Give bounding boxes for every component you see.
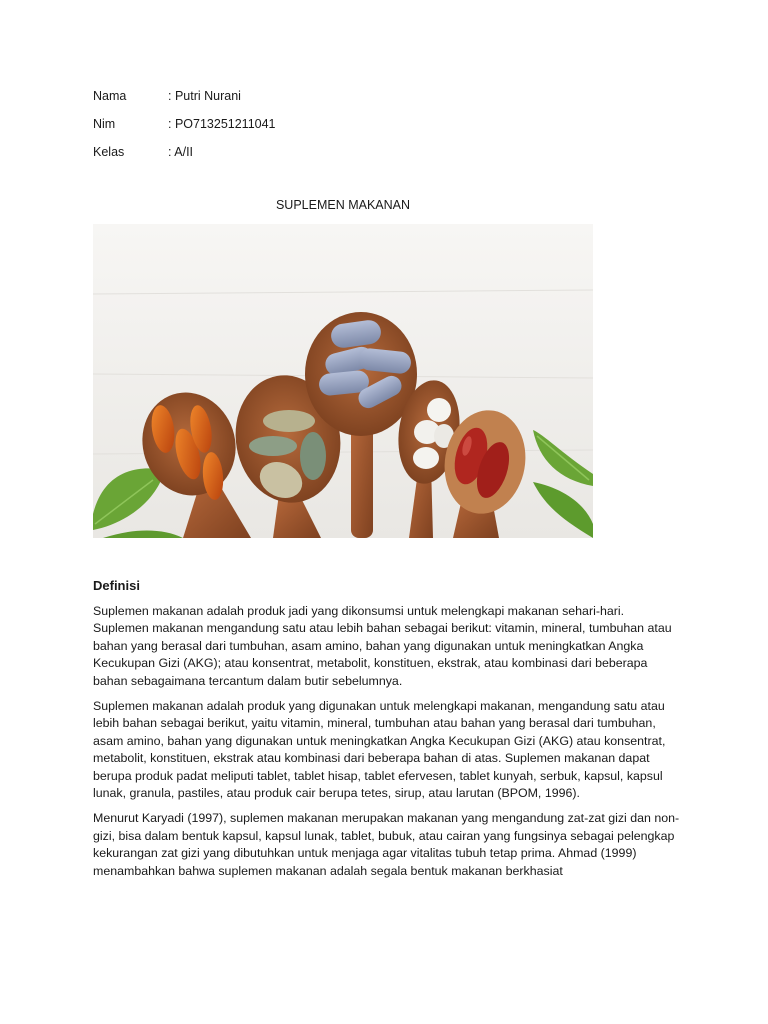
section-heading-definisi: Definisi <box>93 578 140 593</box>
paragraph-3: Menurut Karyadi (1997), suplemen makanan merupakan makanan yang mengandung zat-zat gizi dan non-gizi, bisa dalam bentuk kapsul, kapsul lunak, tablet, bubuk, atau cairan yang fungsinya sebagai pelengkap kekurangan zat gizi yang dibutuhkan untuk menjaga agar vitalitas tubuh tetap prima. Ahmad (1999) menambahkan bahwa suplemen makanan adalah segala bentuk makanan berkhasiat <box>93 811 680 878</box>
paragraph-1: Suplemen makanan adalah produk jadi yang dikonsumsi untuk melengkapi makanan sehari-hari. Suplemen makanan mengandung satu atau lebih bahan sebagai berikut: vitamin, mineral, tumbuhan atau bahan yang berasal dari tumbuhan, asam amino, bahan yang digunakan untuk meningkatkan Angka Kecukupan Gizi (AKG); atau konsentrat, metabolit, konstituen, ekstrak, atau kombinasi dari beberapa bahan sebagaimana tercantum dalam butir sebelumnya. <box>93 604 672 688</box>
name-value: : Putri Nurani <box>168 89 241 103</box>
name-label: Nama <box>93 89 127 103</box>
document-title: SUPLEMEN MAKANAN <box>275 198 411 212</box>
nim-label: Nim <box>93 117 116 131</box>
class-label: Kelas <box>93 145 125 159</box>
body-text <box>93 603 683 880</box>
class-value: : A/II <box>168 145 194 159</box>
supplements-on-wooden-spoons-photo <box>93 224 593 538</box>
nim-value: : PO713251211041 <box>168 117 276 131</box>
paragraph-2: Suplemen makanan adalah produk yang digunakan untuk melengkapi makanan, mengandung satu atau lebih bahan sebagai berikut, yaitu vitamin, mineral, tumbuhan atau bahan yang berasal dari tumbuhan, asam amino, bahan yang digunakan untuk meningkatkan Angka Kecukupan Gizi (AKG) atau konsentrat, metabolit, konstituen, ekstrak atau kombinasi dari beberapa bahan di atas. Suplemen makanan dapat berupa produk padat meliputi tablet, tablet hisap, tablet efervesen, tablet kunyah, serbuk, kapsul, kapsul lunak, granula, pastiles, atau produk cair berupa tetes, sirup, atau larutan (BPOM, 1996). <box>93 699 666 801</box>
